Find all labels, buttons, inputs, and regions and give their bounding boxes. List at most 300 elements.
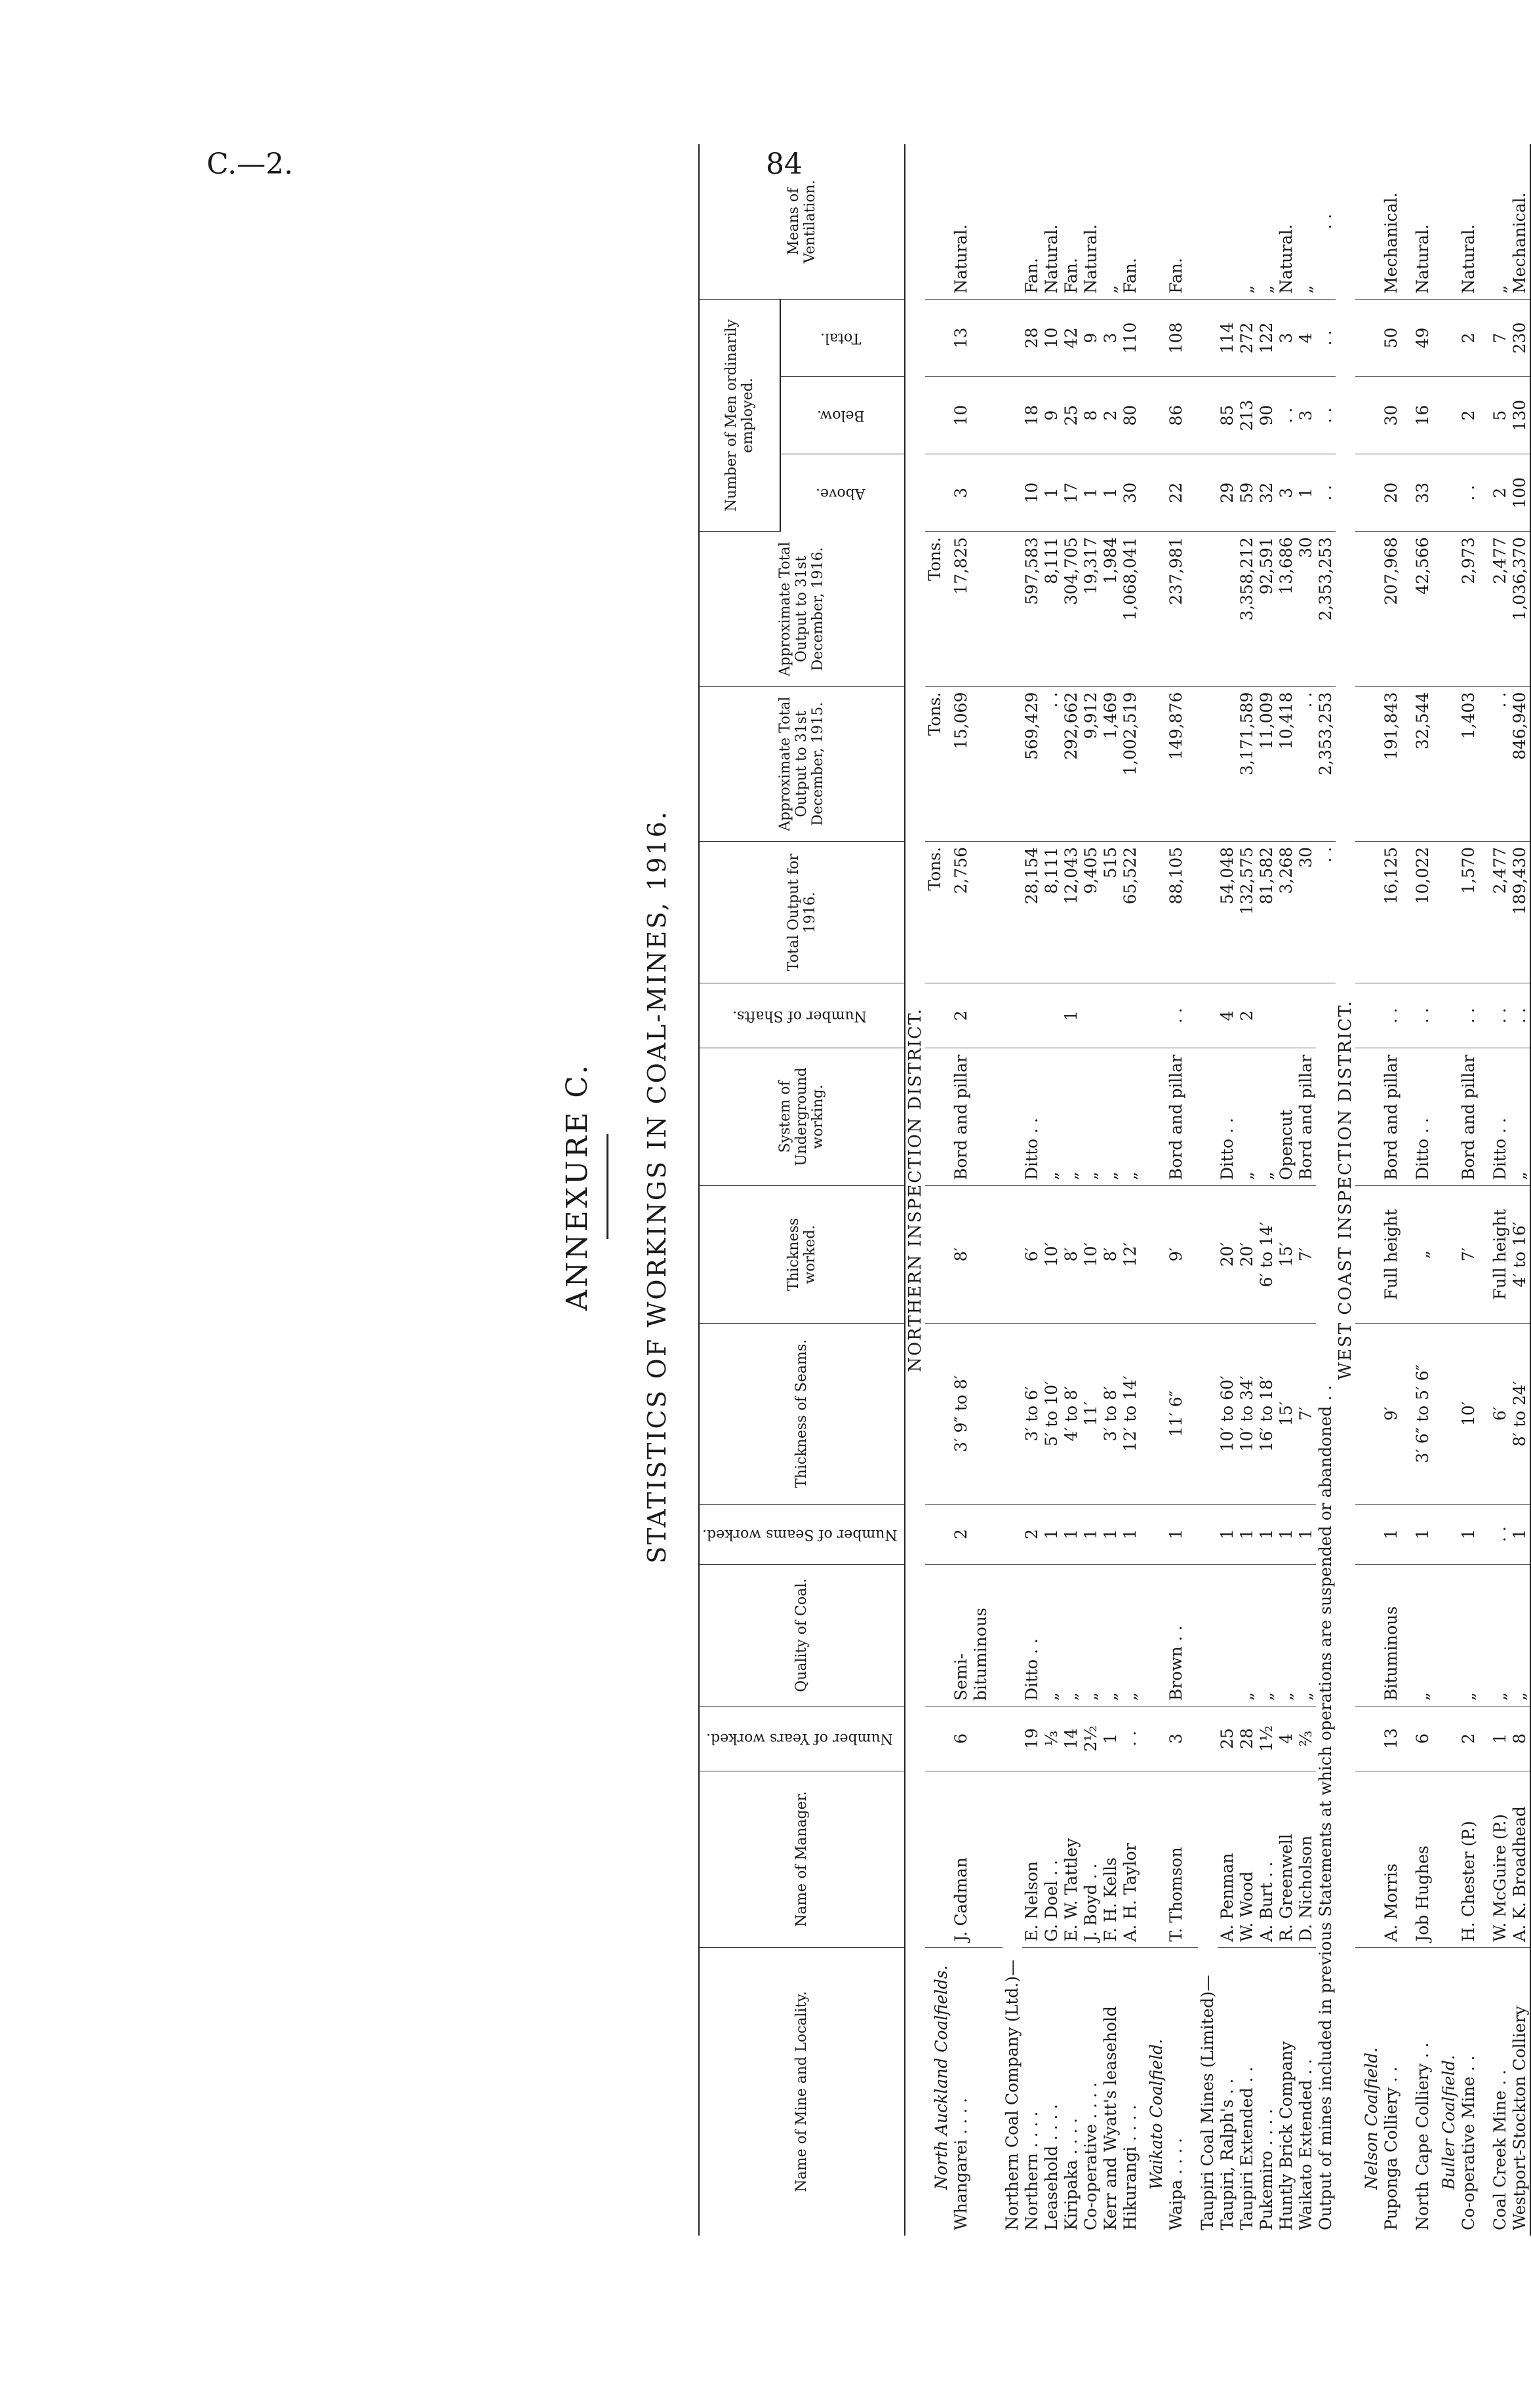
ventilation: Natural. [1413,144,1433,299]
shaft-count [1022,983,1042,1048]
seams-worked: 1 [1296,1504,1316,1564]
manager-name: A. Burt . . [1257,1771,1277,1947]
mine-name: Waikato Extended . . [1296,2059,1315,2230]
seams-worked: 1 [1042,1504,1062,1564]
table-row [1459,144,1479,2236]
total-1916: 2,477 [1490,532,1510,686]
manager-name: J. Boyd . . [1081,1771,1101,1947]
total-1915: 846,940 [1510,686,1530,841]
total-1915: 32,544 [1413,686,1433,841]
men-total: 13 [951,299,991,376]
men-above: 20 [1382,454,1401,532]
thickness-worked: 20′ [1237,1185,1257,1323]
working-system: Ditto . . [1413,1048,1433,1185]
total-1916: 92,591 [1257,532,1277,686]
men-total: 42 [1062,299,1081,376]
years-worked: 28 [1237,1707,1257,1771]
mine-name: Co-operative Mine . . [1458,2055,1478,2230]
working-system: Bord and pillar [1382,1048,1401,1185]
men-below: 9 [1042,377,1062,454]
ventilation: Natural. [951,144,991,299]
total-1916: 597,583 [1022,532,1042,686]
men-above: 30 [1121,454,1140,532]
total-1916: 2,973 [1459,532,1479,686]
seam-thickness: 9′ [1382,1324,1401,1505]
seam-thickness: 3′ to 6′ [1022,1324,1042,1505]
seams-worked: 1 [1413,1504,1433,1564]
coal-quality: „ [1413,1564,1433,1707]
coal-quality: „ [1081,1564,1101,1707]
coal-quality: „ [1042,1564,1062,1707]
mine-name: Westport-Stockton Colliery [1510,1947,1530,2236]
seam-thickness: 10′ [1459,1324,1479,1505]
output-1916: 9,405 [1081,841,1101,983]
document-code: C.—2. [207,148,294,181]
output-1916: 28,154 [1022,841,1042,983]
shaft-count: . . [1459,983,1479,1048]
total-1916: 13,686 [1277,532,1296,686]
working-system: Bord and pillar [1296,1048,1316,1185]
total-1915: 292,662 [1062,686,1081,841]
section-heading-row [1336,144,1355,2236]
coal-quality: „ [1257,1564,1277,1707]
seam-thickness: 16′ to 18′ [1257,1324,1277,1505]
mine-name: Coal Creek Mine . . [1490,2069,1509,2230]
total-1916: 42,566 [1413,532,1433,686]
total-1915: 11,009 [1257,686,1277,841]
rotated-table-sheet [344,138,1529,2236]
thickness-worked: 10′ [1042,1185,1062,1323]
seams-worked: . . [1490,1504,1510,1564]
mine-name: Taupiri Extended . . [1237,2066,1256,2230]
table-row [1062,144,1081,2236]
men-below: 80 [1121,377,1140,454]
total-1915: 9,912 [1081,686,1101,841]
manager-name: G. Doel . . [1042,1771,1062,1947]
coal-quality: Brown . . [1166,1564,1186,1707]
shaft-count: 4 [1218,983,1237,1048]
field-row [925,144,951,2236]
total-1916: 207,968 [1382,532,1401,686]
years-worked: ⅔ [1296,1707,1316,1771]
men-below: 86 [1166,377,1186,454]
men-above: 10 [1022,454,1042,532]
suspended-output-row [1316,144,1336,2236]
mine-name: Co-operative . . . . [1081,2082,1100,2230]
table-row [1413,144,1433,2236]
shaft-count: . . [1490,983,1510,1048]
ventilation: „ [1296,144,1316,299]
ventilation: Natural. [1277,144,1296,299]
seams-worked: 1 [1166,1504,1186,1564]
seam-thickness: 3′ 6″ to 5′ 6″ [1413,1324,1433,1505]
seam-thickness: 11′ 6″ [1166,1324,1186,1505]
output-1916: 16,125 [1382,841,1401,983]
years-worked: 1 [1101,1707,1121,1771]
men-total: 108 [1166,299,1186,376]
mine-name: Pukemiro . . . . [1256,2108,1276,2230]
working-system: „ [1101,1048,1121,1185]
total-1915: 3,171,589 [1237,686,1257,841]
total-1916: 8,111 [1042,532,1062,686]
shaft-count [1081,983,1101,1048]
years-worked: . . [1121,1707,1140,1771]
men-below: 5 [1490,377,1510,454]
thickness-worked: „ [1413,1185,1433,1323]
total-1916: 19,317 [1081,532,1101,686]
seams-worked: 1 [1510,1504,1530,1564]
mine-name: Huntly Brick Company [1276,2041,1296,2230]
manager-name: Job Hughes [1413,1771,1433,1947]
thickness-worked: 15′ [1277,1185,1296,1323]
total-1915: 10,418 [1277,686,1296,841]
shaft-count [1257,983,1277,1048]
men-below: 18 [1022,377,1042,454]
thickness-worked: Full height [1490,1185,1510,1323]
note-output-1916: . . [1316,841,1336,983]
seams-worked: 1 [1081,1504,1101,1564]
table-row [1101,144,1121,2236]
years-worked: 2 [1459,1707,1479,1771]
shaft-count [1296,983,1316,1048]
men-above: 22 [1166,454,1186,532]
table-row [1277,144,1296,2236]
shaft-count: . . [1166,983,1186,1048]
working-system: Ditto . . [1490,1048,1510,1185]
thickness-worked: 7′ [1459,1185,1479,1323]
total-1916: 17,825 [951,532,991,686]
shaft-count [1277,983,1296,1048]
shaft-count: . . [1510,983,1530,1048]
table-body [905,144,1530,2236]
ventilation: Natural. [1081,144,1101,299]
field-row [1355,144,1382,2236]
men-total: 7 [1490,299,1510,376]
manager-name: F. H. Kells [1101,1771,1121,1947]
men-total: 3 [1277,299,1296,376]
col-below: Below. [780,377,905,454]
output-1916: 10,022 [1413,841,1433,983]
thickness-worked: 9′ [1166,1185,1186,1323]
shaft-count: 2 [951,983,991,1048]
total-1916 [1218,532,1237,686]
header-row [699,144,780,2236]
total-1915: 1,469 [1101,686,1121,841]
men-total: 122 [1257,299,1277,376]
manager-name: T. Thomson [1166,1771,1186,1947]
table-row [1382,144,1401,2236]
mine-name: Waipa . . . . [1166,2138,1185,2230]
thickness-worked: 6′ [1022,1185,1042,1323]
seam-thickness: 6′ [1490,1324,1510,1505]
table-row [1257,144,1277,2236]
ventilation: Mechanical. [1510,144,1530,299]
col-seams: Number of Seams worked. [699,1504,905,1564]
table-title: STATISTICS OF WORKINGS IN COAL-MINES, 1916. [643,810,671,1564]
output-1916: 30 [1296,841,1316,983]
men-below: 130 [1510,377,1530,454]
output-1916: 2,756 [951,841,991,983]
working-system: Ditto . . [1022,1048,1042,1185]
manager-name: A. H. Taylor [1121,1771,1140,1947]
men-below: 25 [1062,377,1081,454]
coal-quality: „ [1510,1564,1530,1707]
men-total: 49 [1413,299,1433,376]
col-total-1915: Approximate Total Output to 31st December, 1915. [699,686,905,841]
total-1916: 3,358,212 [1237,532,1257,686]
shaft-count: . . [1382,983,1401,1048]
title-divider [606,1134,608,1239]
ventilation: Fan. [1062,144,1081,299]
years-worked: 3 [1166,1707,1186,1771]
men-below: 16 [1413,377,1433,454]
table-row [1296,144,1316,2236]
col-thickness-worked: Thickness worked. [699,1185,905,1323]
seams-worked: 1 [1257,1504,1277,1564]
men-below: 10 [951,377,991,454]
output-1916: 12,043 [1062,841,1081,983]
men-total: 9 [1081,299,1101,376]
suspended-note: Output of mines included in previous Statements at which operations are suspended or abandoned . . [1315,1385,1335,2230]
output-1916: 2,477 [1490,841,1510,983]
output-1916: 88,105 [1166,841,1186,983]
men-total: 110 [1121,299,1140,376]
annexure-heading: ANNEXURE C. [561,1062,594,1311]
ventilation: Fan. [1022,144,1042,299]
men-above: 1 [1042,454,1062,532]
table-row [1490,144,1510,2236]
mine-name: North Cape Colliery . . [1412,2042,1432,2230]
table-row [1166,144,1186,2236]
table-row [1121,144,1140,2236]
men-below: 2 [1459,377,1479,454]
col-ventilation: Means of Ventilation. [699,144,905,299]
men-above: 32 [1257,454,1277,532]
col-years: Number of Years worked. [699,1707,905,1771]
men-above: 1 [1081,454,1101,532]
seams-worked: 1 [1101,1504,1121,1564]
seam-thickness: 11′ [1081,1324,1101,1505]
working-system: „ [1121,1048,1140,1185]
unit-label: Tons. [925,532,951,686]
seams-worked: 1 [1382,1504,1401,1564]
group-heading-row [1003,144,1022,2236]
men-below: 3 [1296,377,1316,454]
mine-name: Hikurangi . . . . [1120,2104,1140,2230]
page-number: 84 [766,148,803,181]
mine-name: Leasehold . . . . [1041,2104,1061,2230]
col-manager: Name of Manager. [699,1771,905,1947]
seam-thickness: 7′ [1296,1324,1316,1505]
men-below: 8 [1081,377,1101,454]
years-worked: 6 [951,1707,991,1771]
table-row [1022,144,1042,2236]
men-above: . . [1459,454,1479,532]
ventilation: Fan. [1121,144,1140,299]
men-above: 1 [1296,454,1316,532]
working-system: Bord and pillar [1459,1048,1479,1185]
seam-thickness: 4′ to 8′ [1062,1324,1081,1505]
total-1915: 191,843 [1382,686,1401,841]
coal-quality: Ditto . . [1022,1564,1042,1707]
table-row [1042,144,1062,2236]
output-1916: 1,570 [1459,841,1479,983]
manager-name: A. Penman [1218,1771,1237,1947]
group-heading-row [1198,144,1218,2236]
men-above: 17 [1062,454,1081,532]
shaft-count [1121,983,1140,1048]
years-worked: ⅓ [1042,1707,1062,1771]
ventilation: „ [1490,144,1510,299]
total-1915: . . [1042,686,1062,841]
thickness-worked: 20′ [1218,1185,1237,1323]
unit-label: Tons. [925,841,951,983]
field-row [1433,144,1459,2236]
seam-thickness: 8′ to 24′ [1510,1324,1530,1505]
manager-name: H. Chester (P.) [1459,1771,1479,1947]
col-total: Total. [780,299,905,376]
coal-quality: Semi-bituminous [951,1564,991,1707]
working-system: „ [1237,1048,1257,1185]
northern-district-heading: NORTHERN INSPECTION DISTRICT. [905,1008,925,1372]
years-worked: 14 [1062,1707,1081,1771]
col-output-1916: Total Output for 1916. [699,841,905,983]
total-1915: . . [1490,686,1510,841]
coalfield-label: Nelson Coalfield. [1361,2047,1381,2190]
men-below: 90 [1257,377,1277,454]
ventilation: Fan. [1166,144,1186,299]
manager-name: E. W. Tattley [1062,1771,1081,1947]
years-worked: 4 [1277,1707,1296,1771]
men-above: 59 [1237,454,1257,532]
col-men-employed: Number of Men ordinarily employed. [699,299,780,531]
coalfield-label: Buller Coalfield. [1439,2055,1458,2190]
total-1915 [1218,686,1237,841]
table-row [1237,144,1257,2236]
shaft-count [1042,983,1062,1048]
manager-name: A. Morris [1382,1771,1401,1947]
seams-worked: 1 [1237,1504,1257,1564]
col-quality: Quality of Coal. [699,1564,905,1707]
seam-thickness: 3′ to 8′ [1101,1324,1121,1505]
seams-worked: 1 [1459,1504,1479,1564]
working-system: Opencut [1277,1048,1296,1185]
note-total-1915: 2,353,253 [1316,686,1336,841]
mine-name: Taupiri, Ralph's . . [1217,2078,1237,2230]
col-name: Name of Mine and Locality. [699,1947,905,2236]
men-below: . . [1277,377,1296,454]
company-heading: Northern Coal Company (Ltd.)— [1002,1960,1022,2230]
total-1915: . . [1296,686,1316,841]
seam-thickness: 12′ to 14′ [1121,1324,1140,1505]
manager-name: W. McGuire (P.) [1490,1771,1510,1947]
seam-thickness: 10′ to 34′ [1237,1324,1257,1505]
years-worked: 6 [1413,1707,1433,1771]
coal-quality: „ [1237,1564,1257,1707]
ventilation [1218,144,1237,299]
company-heading: Taupiri Coal Mines (Limited)— [1197,1975,1217,2230]
manager-name: R. Greenwell [1277,1771,1296,1947]
col-above: Above. [780,454,905,532]
seam-thickness: 5′ to 10′ [1042,1324,1062,1505]
coal-quality: Bituminous [1382,1564,1401,1707]
ventilation: Natural. [1459,144,1479,299]
seams-worked: 2 [1022,1504,1042,1564]
seams-worked: 1 [1062,1504,1081,1564]
years-worked: 8 [1510,1707,1530,1771]
working-system: Bord and pillar [1166,1048,1186,1185]
men-total: 2 [1459,299,1479,376]
note-total-1916: 2,353,253 [1316,532,1336,686]
coal-mine-statistics-table [698,144,1531,2236]
working-system: Bord and pillar [951,1048,991,1185]
years-worked: 13 [1382,1707,1401,1771]
men-total: 28 [1022,299,1042,376]
table-row [951,144,991,2236]
men-total: 230 [1510,299,1530,376]
total-1915: 1,002,519 [1121,686,1140,841]
note-ventilation: . . [1316,144,1336,299]
mine-name: Kerr and Wyatt's leasehold [1100,2006,1120,2230]
ventilation: Natural. [1042,144,1062,299]
years-worked: 1 [1490,1707,1510,1771]
working-system: „ [1257,1048,1277,1185]
col-thickness-seams: Thickness of Seams. [699,1324,905,1505]
manager-name: E. Nelson [1022,1771,1042,1947]
men-total: 3 [1101,299,1121,376]
seam-thickness: 10′ to 60′ [1218,1324,1237,1505]
men-below: 85 [1218,377,1237,454]
coal-quality: „ [1277,1564,1296,1707]
output-1916: 65,522 [1121,841,1140,983]
manager-name: D. Nicholson [1296,1771,1316,1947]
men-above: 2 [1490,454,1510,532]
men-below: 213 [1237,377,1257,454]
seams-worked: 1 [1277,1504,1296,1564]
output-1916: 3,268 [1277,841,1296,983]
coal-quality: „ [1296,1564,1316,1707]
output-1916: 54,048 [1218,841,1237,983]
total-1916: 1,036,370 [1510,532,1530,686]
total-1915: 1,403 [1459,686,1479,841]
seams-worked: 1 [1218,1504,1237,1564]
west-coast-district-heading: WEST COAST INSPECTION DISTRICT. [1335,1000,1355,1380]
total-1915: 15,069 [951,686,991,841]
note-above: . . [1316,454,1336,532]
men-total: 10 [1042,299,1062,376]
output-1916: 132,575 [1237,841,1257,983]
manager-name: J. Cadman [951,1771,991,1947]
thickness-worked: Full height [1382,1185,1401,1323]
shaft-count: 1 [1062,983,1081,1048]
section-heading-row [905,144,925,2236]
total-1916: 1,984 [1101,532,1121,686]
men-total: 272 [1237,299,1257,376]
coal-quality [1218,1564,1237,1707]
thickness-worked: 8′ [1101,1185,1121,1323]
manager-name: W. Wood [1237,1771,1257,1947]
col-system: System of Underground working. [699,1048,905,1185]
thickness-worked: 8′ [1062,1185,1081,1323]
seam-thickness: 3′ 9″ to 8′ [951,1324,991,1505]
ventilation: Mechanical. [1382,144,1401,299]
total-1916: 304,705 [1062,532,1081,686]
output-1916: 189,430 [1510,841,1530,983]
years-worked: 1½ [1257,1707,1277,1771]
men-above: 100 [1510,454,1530,532]
thickness-worked: 10′ [1081,1185,1101,1323]
coal-quality: „ [1490,1564,1510,1707]
